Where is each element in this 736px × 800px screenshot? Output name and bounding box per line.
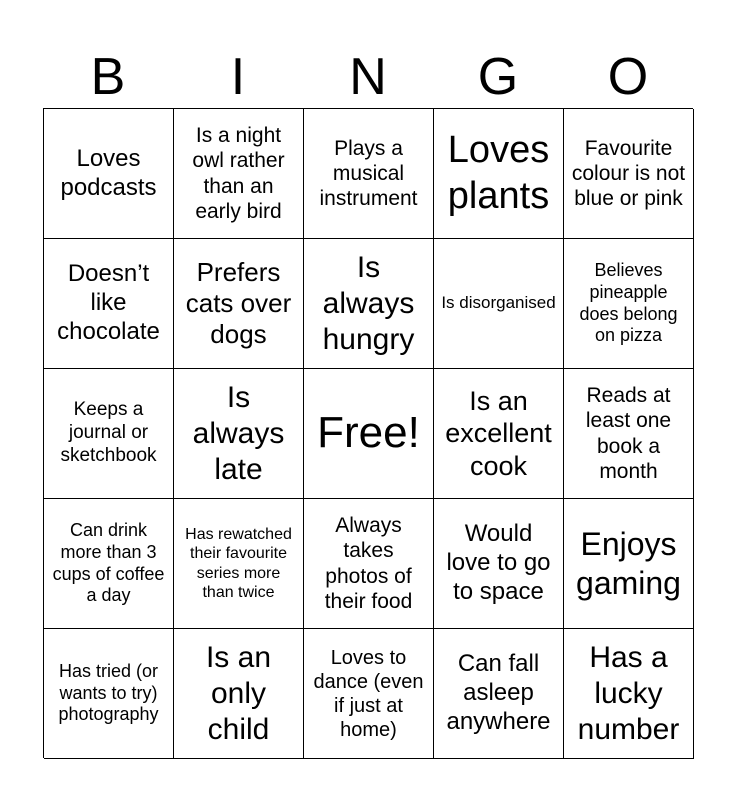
bingo-cell-text: Believes pineapple does belong on pizza: [579, 260, 678, 346]
bingo-cell-text: Can drink more than 3 cups of coffee a day: [52, 520, 165, 606]
bingo-cell[interactable]: [434, 499, 564, 629]
bingo-cell-text: Enjoys gaming: [576, 526, 681, 601]
header-letter-n: N: [349, 48, 387, 106]
bingo-cell-text: Loves plants: [447, 128, 550, 217]
bingo-cell[interactable]: [174, 239, 304, 369]
bingo-cell[interactable]: [434, 629, 564, 759]
bingo-cell-text: Has tried (or wants to try) photography: [58, 661, 159, 725]
bingo-cell-text: Prefers cats over dogs: [185, 256, 292, 350]
bingo-cell-text: Loves podcasts: [60, 144, 157, 201]
bingo-cell-text: Loves to dance (even if just at home): [313, 646, 424, 741]
bingo-cell[interactable]: [174, 629, 304, 759]
header-letter-g: G: [477, 48, 519, 106]
header-letter-i: I: [230, 48, 246, 106]
bingo-cell[interactable]: [564, 369, 694, 499]
bingo-cell[interactable]: [44, 369, 174, 499]
bingo-cell[interactable]: [44, 629, 174, 759]
bingo-cell[interactable]: [564, 499, 694, 629]
bingo-header: [43, 46, 693, 108]
bingo-cell[interactable]: [44, 109, 174, 239]
bingo-cell-text: Would love to go to space: [446, 520, 551, 605]
bingo-cell-text: Always takes photos of their food: [324, 514, 413, 613]
bingo-cell[interactable]: [174, 499, 304, 629]
bingo-cell[interactable]: [44, 239, 174, 369]
bingo-cell[interactable]: [174, 109, 304, 239]
bingo-cell-text: Is an only child: [205, 640, 272, 746]
bingo-cell[interactable]: [434, 239, 564, 369]
bingo-cell[interactable]: [564, 629, 694, 759]
bingo-cell-text: Can fall asleep anywhere: [446, 650, 551, 735]
free-space-cell[interactable]: [304, 369, 434, 499]
bingo-cell[interactable]: [304, 239, 434, 369]
bingo-cell-text: Is disorganised: [441, 293, 556, 313]
bingo-cell-text: Is a night owl rather than an early bird: [192, 124, 285, 223]
header-letter-b: B: [90, 48, 126, 106]
bingo-cell[interactable]: [564, 109, 694, 239]
bingo-cell-text: Is always late: [192, 380, 285, 486]
bingo-cell-text: Keeps a journal or sketchbook: [60, 399, 157, 466]
bingo-cell[interactable]: [434, 109, 564, 239]
bingo-cell-text: Is always hungry: [322, 250, 415, 356]
bingo-cell-text: Free!: [317, 408, 420, 458]
bingo-cell-text: Doesn’t like chocolate: [57, 260, 160, 345]
bingo-cell[interactable]: [304, 499, 434, 629]
bingo-cell-text: Reads at least one book a month: [585, 384, 672, 483]
bingo-cell-text: Plays a musical instrument: [319, 136, 418, 211]
bingo-cell[interactable]: [434, 369, 564, 499]
bingo-cell-text: Favourite colour is not blue or pink: [571, 136, 686, 211]
bingo-cell-text: Has rewatched their favourite series more than twice: [185, 526, 292, 601]
bingo-cell[interactable]: [44, 499, 174, 629]
header-letter-o: O: [607, 48, 649, 106]
bingo-cell[interactable]: [174, 369, 304, 499]
bingo-cell-text: Is an excellent cook: [445, 385, 552, 481]
bingo-cell[interactable]: [564, 239, 694, 369]
bingo-grid: [43, 108, 693, 758]
bingo-cell[interactable]: [304, 629, 434, 759]
bingo-cell-text: Has a lucky number: [577, 640, 680, 746]
bingo-cell[interactable]: [304, 109, 434, 239]
